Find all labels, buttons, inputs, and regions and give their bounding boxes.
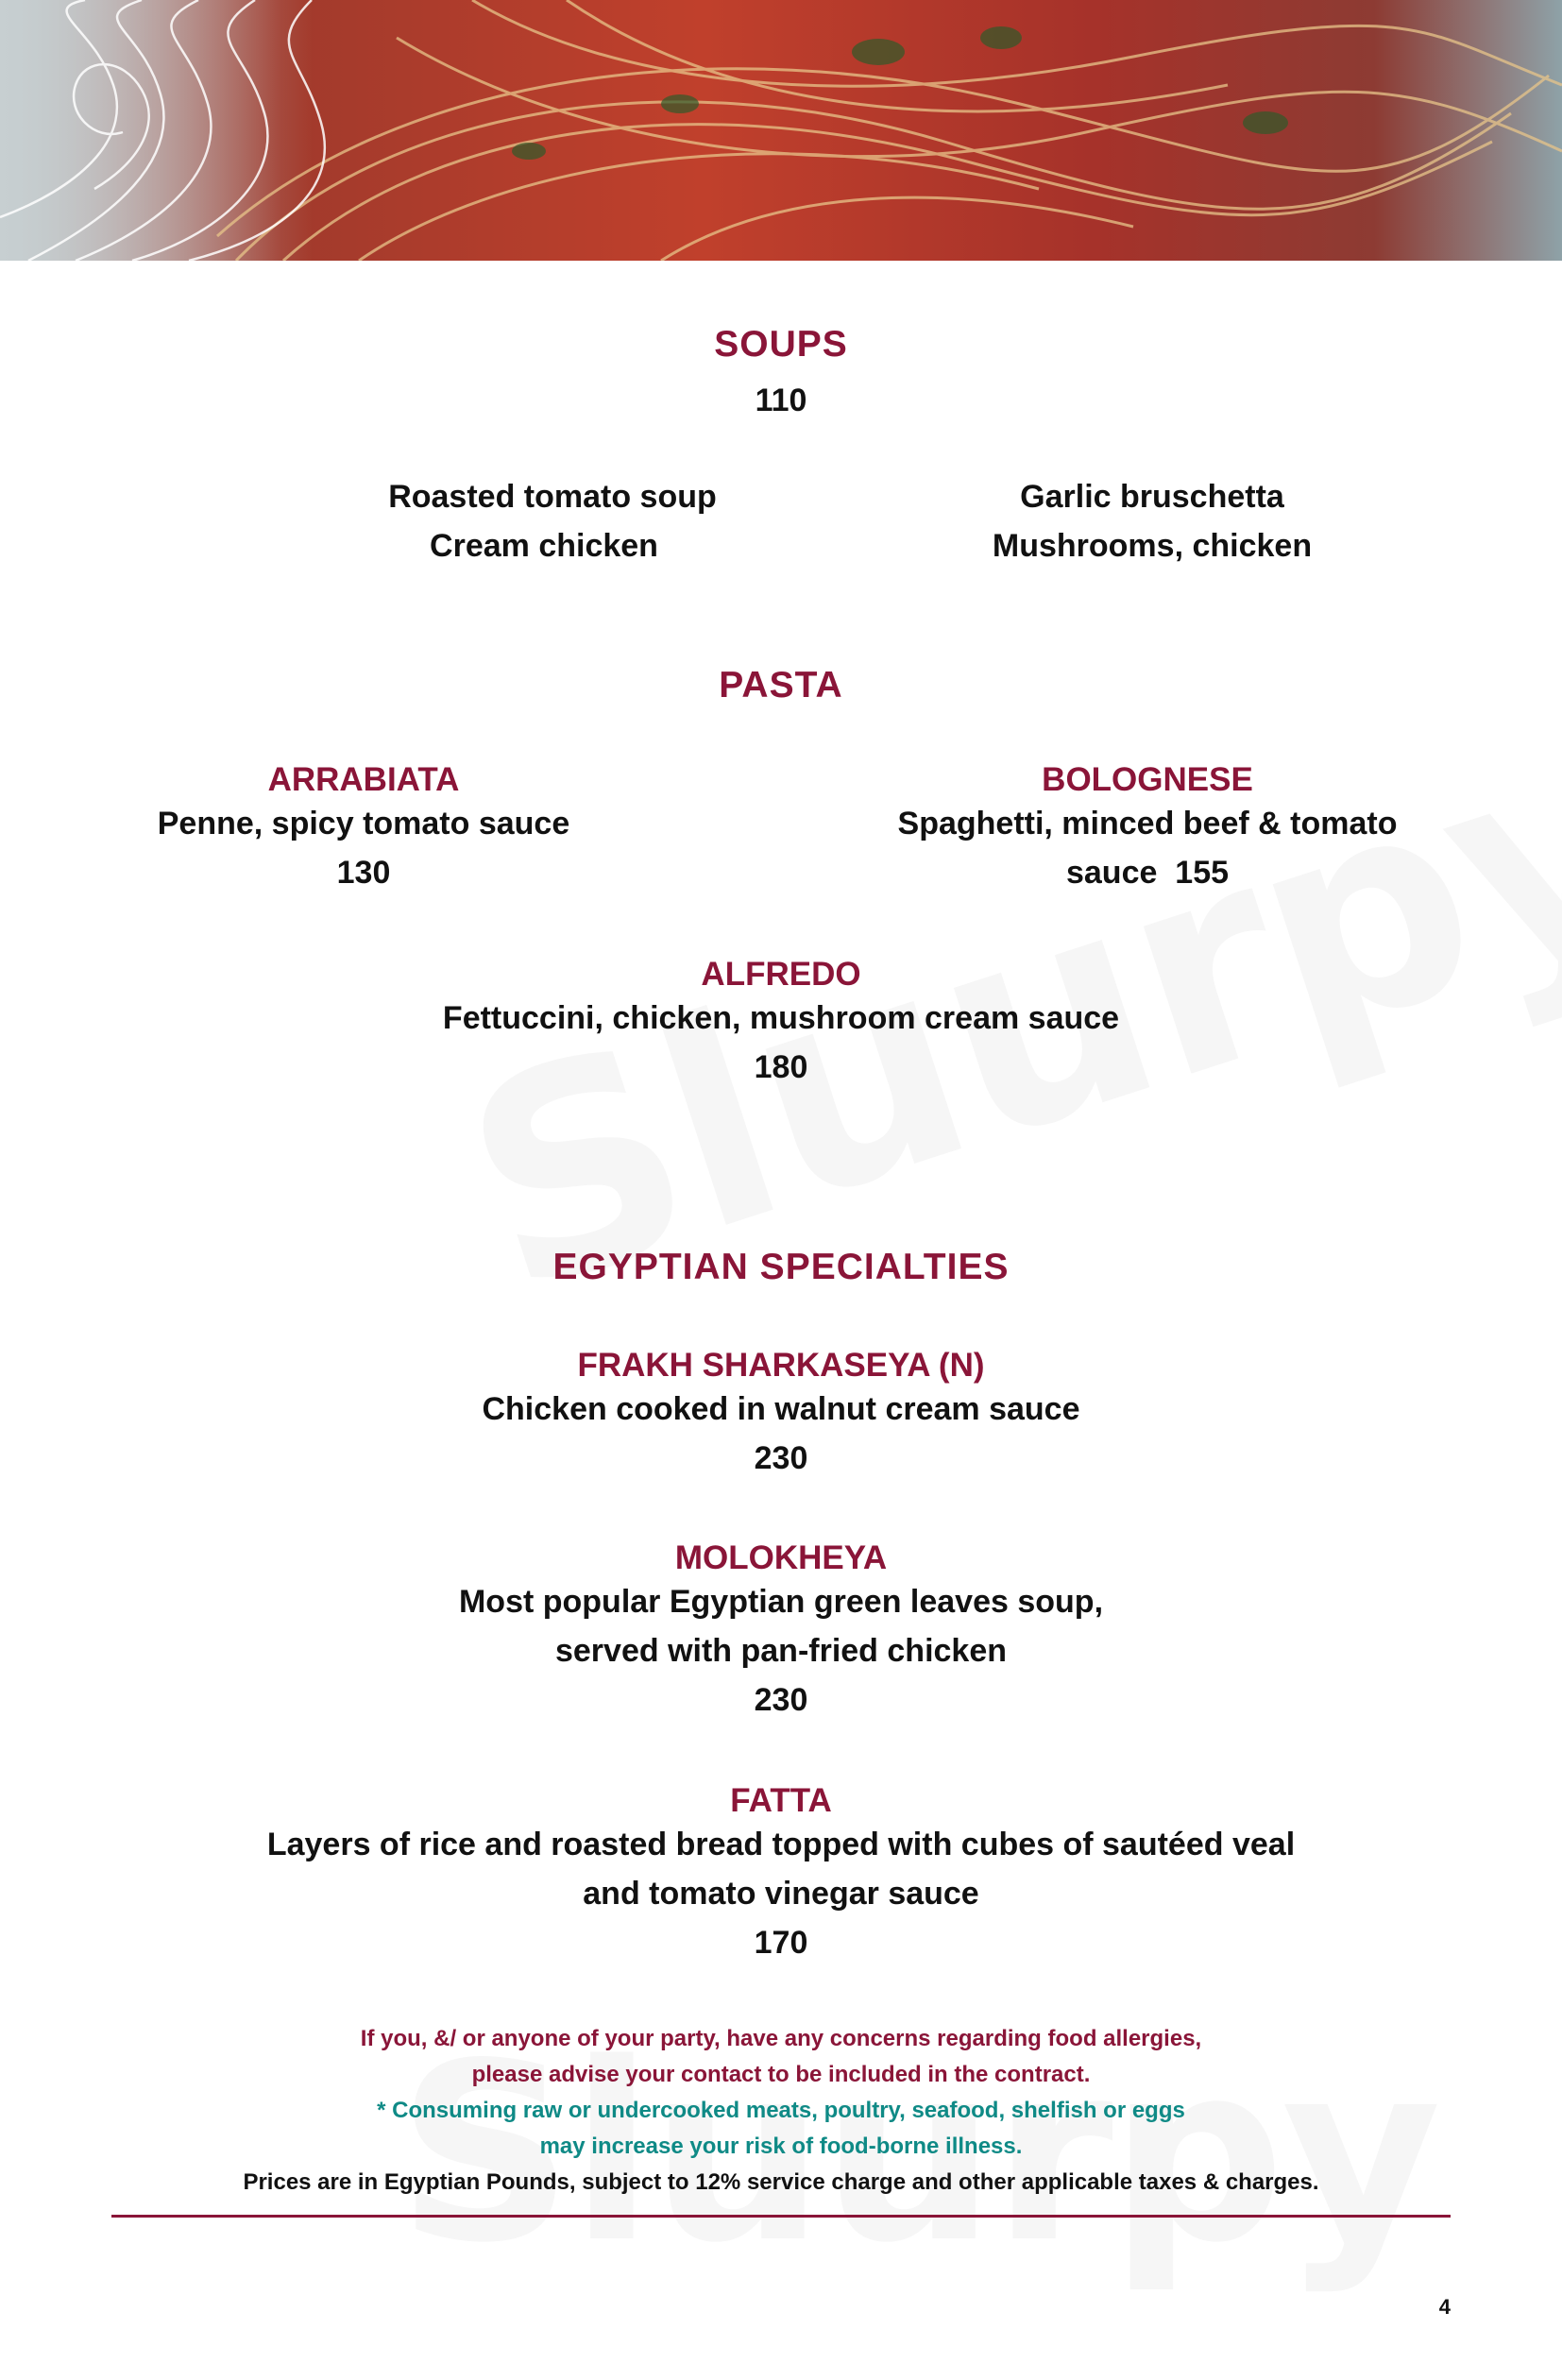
soup-item: Garlic bruschetta [1020, 479, 1284, 515]
hero-pasta-image [0, 0, 1562, 261]
dish-name: FRAKH SHARKASEYA (N) [577, 1347, 985, 1384]
pasta-alfredo [0, 956, 1562, 1092]
dish-description: served with pan-fried chicken [554, 1633, 1008, 1669]
price-disclaimer: Prices are in Egyptian Pounds, subject to 12% service charge and other applicable taxes & charges. [243, 2169, 1319, 2195]
dish-price: 130 [336, 855, 391, 891]
dish-price: 170 [754, 1925, 808, 1961]
dish-name: MOLOKHEYA [674, 1539, 888, 1576]
footer-notes [0, 2021, 1562, 2201]
soups-left-column [326, 472, 779, 570]
dish-description: Chicken cooked in walnut cream sauce [482, 1391, 1080, 1427]
dish-description: Fettuccini, chicken, mushroom cream sauce [442, 1000, 1120, 1036]
dish-price: 180 [754, 1049, 808, 1085]
dish-price: 230 [754, 1440, 808, 1476]
egyptian-heading: EGYPTIAN SPECIALTIES [552, 1247, 1010, 1287]
dish-name: ARRABIATA [267, 761, 460, 798]
dish-description: and tomato vinegar sauce [583, 1876, 979, 1912]
dish-name: FATTA [730, 1782, 832, 1819]
allergy-note: If you, &/ or anyone of your party, have any concerns regarding food allergies, [360, 2026, 1202, 2051]
dish-description: Spaghetti, minced beef & tomato [897, 806, 1398, 842]
egyptian-fatta [0, 1782, 1562, 1967]
pasta-illustration [0, 0, 1562, 261]
dish-description: Penne, spicy tomato sauce [157, 806, 570, 842]
pasta-heading: PASTA [719, 665, 843, 706]
soup-item: Mushrooms, chicken [992, 528, 1313, 564]
dish-description: Most popular Egyptian green leaves soup, [458, 1584, 1104, 1620]
footer-divider [111, 2215, 1451, 2218]
soup-item: Cream chicken [430, 528, 658, 564]
soups-heading: SOUPS [714, 324, 848, 365]
pasta-arrabiata [104, 761, 623, 897]
raw-food-warning: may increase your risk of food-borne illness. [539, 2134, 1023, 2159]
dish-name: ALFREDO [701, 956, 861, 993]
dish-name: BOLOGNESE [1042, 761, 1253, 798]
soups-price: 110 [755, 382, 807, 418]
allergy-note: please advise your contact to be included in the contract. [471, 2062, 1091, 2087]
dish-description: Layers of rice and roasted bread topped with cubes of sautéed veal [266, 1827, 1296, 1862]
page-number: 4 [1438, 2295, 1451, 2319]
pasta-bolognese [855, 761, 1440, 897]
dish-price: 230 [754, 1682, 808, 1718]
soup-item: Roasted tomato soup [388, 479, 717, 515]
soups-right-column [944, 472, 1360, 570]
egyptian-molokheya [0, 1539, 1562, 1725]
raw-food-warning: * Consuming raw or undercooked meats, poultry, seafood, shelfish or eggs [377, 2098, 1185, 2123]
dish-description: sauce 155 [1065, 855, 1230, 891]
egyptian-frakh [0, 1347, 1562, 1483]
